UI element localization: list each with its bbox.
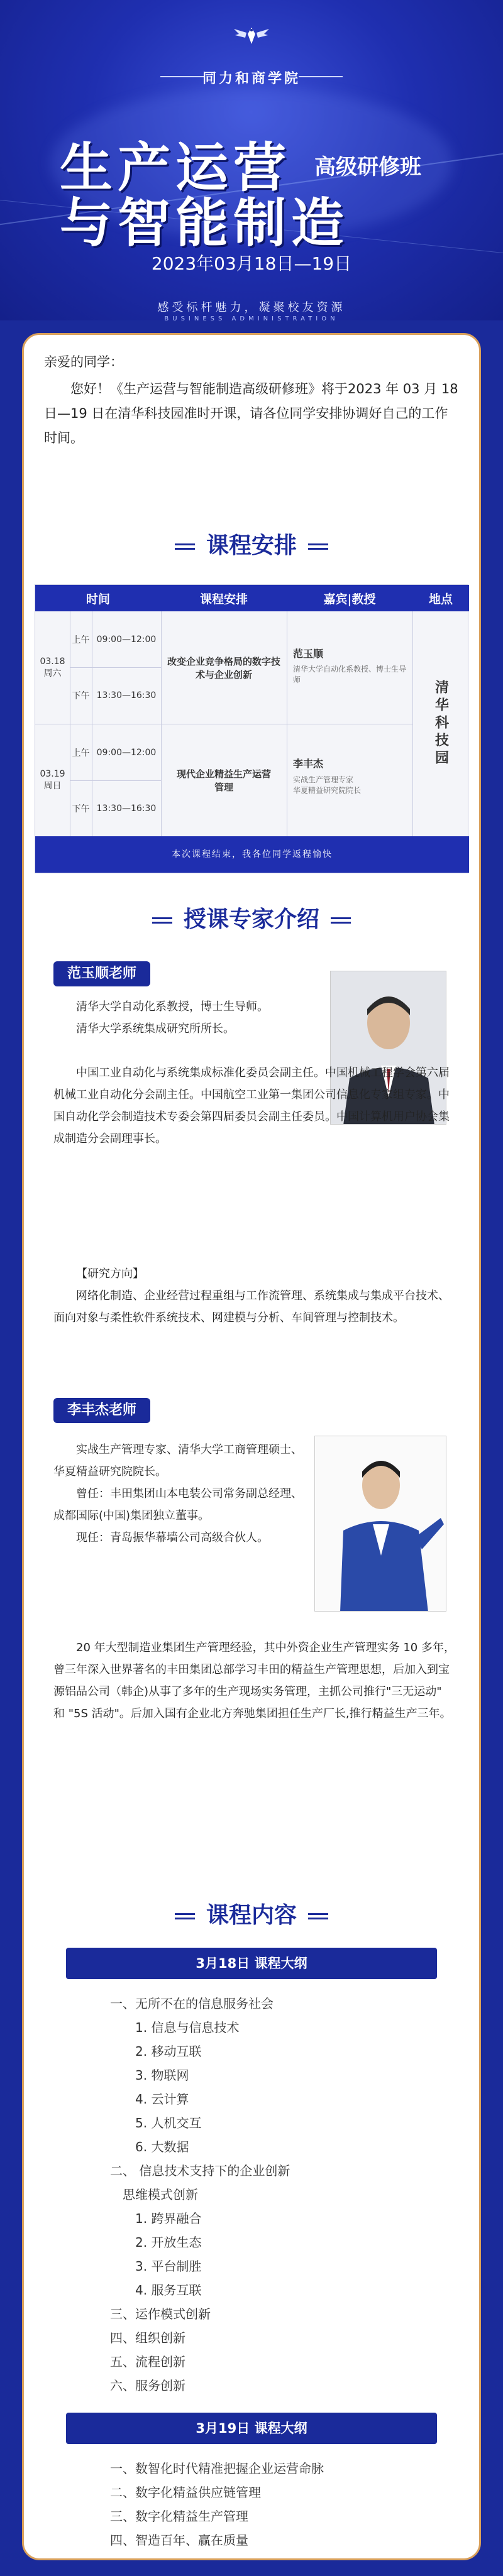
day2-outline xyxy=(110,2457,437,2552)
day2-date: 03.19 周日 xyxy=(40,769,65,791)
day2-course: 现代企业精益生产运营管理 xyxy=(177,768,272,793)
day2-speaker-note: 实战生产管理专家 华夏精益研究院院长 xyxy=(293,775,362,795)
day1-outline xyxy=(110,1992,424,2398)
outline-item: 2. 移动互联 xyxy=(135,2044,202,2059)
hero-banner xyxy=(0,0,503,320)
outline-item: 1. 信息与信息技术 xyxy=(135,2020,240,2035)
slogan: 感受标杆魅力，凝聚校友资源 xyxy=(157,301,346,314)
outline-item: 四、智造百年、赢在质量 xyxy=(110,2533,248,2548)
intro-text: 您好！《生产运营与智能制造高级研修班》将于2023 年 03 月 18 日—19 日在清华科技园准时开课，请各位同学安排协调好自己的工作时间。 xyxy=(44,381,458,445)
schedule-title xyxy=(0,528,503,560)
expert1-direction xyxy=(53,1263,456,1329)
outline-item: 五、流程创新 xyxy=(110,2354,185,2369)
expert1-name: 范玉顺老师 xyxy=(53,961,150,986)
outline-item: 1. 跨界融合 xyxy=(135,2211,202,2226)
title-decor xyxy=(331,917,351,924)
outline-item: 六、服务创新 xyxy=(110,2378,185,2393)
day1-date: 03.18 周六 xyxy=(40,656,65,679)
day2-pm-time: 13:30—16:30 xyxy=(96,803,157,814)
header-speaker: 嘉宾|教授 xyxy=(323,592,376,606)
schedule-table xyxy=(35,584,468,873)
header-location: 地点 xyxy=(428,592,453,606)
outline-item: 4. 服务互联 xyxy=(135,2283,202,2298)
outline-item: 二、 信息技术支持下的企业创新 xyxy=(110,2163,290,2178)
expert1-bio-b1 xyxy=(53,1062,450,1150)
title-tag: 高级研修班 xyxy=(314,155,421,180)
title-line2: 与智能制造 xyxy=(60,192,350,254)
outline-item: 一、无所不在的信息服务社会 xyxy=(110,1996,274,2011)
slogan-en: BUSINESS ADMINISTRATION xyxy=(164,315,339,322)
schedule-header xyxy=(35,585,469,611)
expert2-photo xyxy=(314,1436,446,1612)
day2-am-time: 09:00—12:00 xyxy=(96,747,157,758)
outline-item: 4. 云计算 xyxy=(135,2092,189,2107)
expert1-p3: 中国工业自动化与系统集成标准化委员会副主任。中国机械工程学会第六届机械工业自动化分会副主任。中国航空工业第一集团公司信息化专家组专家。中国自动化学会制造技术专委会第四届委员会副主任委员。中国计算机用户协会集成制造分会副理事长。 xyxy=(53,1066,450,1145)
day2-outline-bar: 3月19日 课程大纲 xyxy=(66,2413,437,2444)
course-date: 2023年03月18日—19日 xyxy=(151,253,352,274)
expert2-bio-b xyxy=(53,1637,456,1725)
expert1-p1: 清华大学自动化系教授，博士生导师。 xyxy=(76,1000,268,1013)
expert1-direction-label: 【研究方向】 xyxy=(76,1267,144,1280)
day1-pm-label: 下午 xyxy=(72,691,90,701)
day2-speaker: 李丰杰 xyxy=(293,757,324,770)
schedule-footer: 本次课程结束，我各位同学返程愉快 xyxy=(35,836,469,873)
outline-item: 2. 开放生态 xyxy=(135,2235,202,2250)
expert2-p2: 曾任：丰田集团山本电装公司常务副总经理、成都国际(中国)集团独立董事。 xyxy=(53,1487,302,1522)
outline-item: 二、数字化精益供应链管理 xyxy=(110,2485,261,2500)
day1-speaker-note: 清华大学自动化系教授、博士生导师 xyxy=(293,665,407,684)
title-decor xyxy=(308,543,328,550)
outline-item: 思维模式创新 xyxy=(123,2187,198,2202)
title-decor xyxy=(175,1913,195,1919)
day2-am-label: 上午 xyxy=(72,748,90,758)
title-line1: 生产运营 xyxy=(60,137,292,199)
day1-pm-time: 13:30—16:30 xyxy=(96,690,157,701)
outline-item: 三、数字化精益生产管理 xyxy=(110,2509,248,2524)
day1-course: 改变企业竞争格局的数字技术与企业创新 xyxy=(167,655,280,680)
experts-title-text: 授课专家介绍 xyxy=(183,907,319,932)
expert2-p1: 实战生产管理专家、清华大学工商管理硕士、华夏精益研究院院长。 xyxy=(53,1443,302,1478)
title-decor xyxy=(308,1913,328,1919)
title-decor xyxy=(175,543,195,550)
day1-outline-bar: 3月18日 课程大纲 xyxy=(66,1948,437,1979)
outline-item: 一、数智化时代精准把握企业运营命脉 xyxy=(110,2461,324,2476)
outline-item: 四、组织创新 xyxy=(110,2330,185,2345)
expert1-p2: 清华大学系统集成研究所所长。 xyxy=(76,1022,235,1035)
content-title-text: 课程内容 xyxy=(206,1902,297,1928)
title-decor xyxy=(152,917,172,924)
expert2-p3: 现任：青岛振华幕墙公司高级合伙人。 xyxy=(76,1531,268,1544)
expert2-p4: 20 年大型制造业集团生产管理经验，其中外资企业生产管理实务 10 多年，曾三年深入世界著名的丰田集团总部学习丰田的精益生产管理思想，后加入到宝源铝品公司（韩企)从事了多年的生产现场实务管理，主抓公司推行"三无运动" 和 "5S 活动"。后加入国有企业北方奔驰集团担任生产厂长,推行精益生产三年。 xyxy=(53,1641,455,1720)
outline-item: 3. 物联网 xyxy=(135,2068,189,2083)
logo-text: 同力和商学院 xyxy=(202,71,301,87)
day1-am-time: 09:00—12:00 xyxy=(96,634,157,645)
outline-item: 三、运作模式创新 xyxy=(110,2306,211,2322)
day1-speaker: 范玉顺 xyxy=(293,647,324,660)
schedule-title-text: 课程安排 xyxy=(206,533,297,559)
header-course: 课程安排 xyxy=(199,592,248,606)
wings-logo-icon xyxy=(233,25,270,48)
expert2-name: 李丰杰老师 xyxy=(53,1398,150,1423)
location: 清华科技园 xyxy=(433,680,449,768)
content-title xyxy=(0,1897,503,1929)
day1-am-label: 上午 xyxy=(72,635,90,645)
experts-title xyxy=(0,902,503,934)
outline-item: 5. 人机交互 xyxy=(135,2115,202,2131)
outline-item: 3. 平台制胜 xyxy=(135,2259,202,2274)
greeting: 亲爱的同学： xyxy=(44,354,123,369)
outline-item: 6. 大数据 xyxy=(135,2139,189,2154)
expert1-bio-a xyxy=(53,996,318,1040)
header-time: 时间 xyxy=(86,592,110,606)
expert1-direction-text: 网络化制造、企业经营过程重组与工作流管理、系统集成与集成平台技术、面向对象与柔性软件系统技术、网建模与分析、车间管理与控制技术。 xyxy=(53,1289,450,1324)
portrait-icon xyxy=(315,1436,446,1612)
expert2-bio-a xyxy=(53,1439,308,1549)
day2-pm-label: 下午 xyxy=(72,804,90,814)
